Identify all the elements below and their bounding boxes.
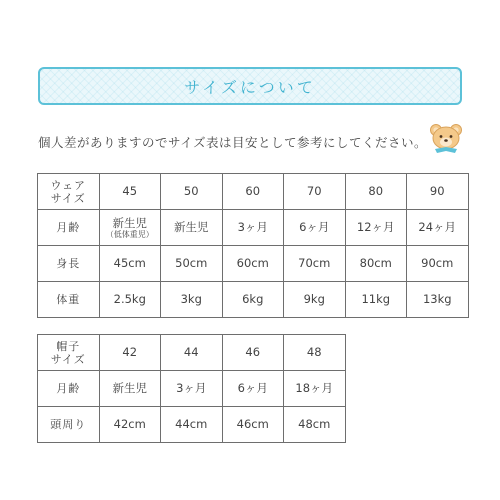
table-cell: 48cm (284, 407, 346, 443)
label-line: 帽子 (56, 339, 81, 353)
table-cell: 2.5kg (99, 282, 161, 318)
table-cell: 6kg (222, 282, 284, 318)
table-cell: 44cm (161, 407, 223, 443)
row-label-head-circumference: 頭周り (38, 407, 100, 443)
row-label-weight: 体重 (38, 282, 100, 318)
row-label-wear-size (38, 174, 100, 210)
table-cell: 6ヶ月 (222, 371, 284, 407)
label-line: ウェア (50, 178, 87, 192)
table-cell: 3ヶ月 (222, 210, 284, 246)
table-cell: 新生児 (161, 210, 223, 246)
table-cell: 44 (161, 335, 223, 371)
table-cell: 80cm (345, 246, 407, 282)
table-row (38, 174, 469, 210)
label-line: サイズ (50, 352, 86, 366)
table-cell: 42cm (99, 407, 161, 443)
table-cell: 90cm (407, 246, 469, 282)
cell-subtext: （低体重児） (105, 229, 154, 239)
table-cell: 60 (222, 174, 284, 210)
table-cell: 46 (222, 335, 284, 371)
table-row (38, 210, 469, 246)
table-cell: 18ヶ月 (284, 371, 346, 407)
table-cell: 50cm (161, 246, 223, 282)
table-cell: 45cm (99, 246, 161, 282)
table-row (38, 282, 469, 318)
table-cell: 48 (284, 335, 346, 371)
row-label-hat-size (38, 335, 100, 371)
table-row (38, 407, 346, 443)
section-banner (38, 67, 462, 105)
table-cell: 3ヶ月 (161, 371, 223, 407)
table-cell: 9kg (284, 282, 346, 318)
row-label-age: 月齢 (38, 371, 100, 407)
cell-text: 新生児 (112, 215, 147, 230)
table-cell: 60cm (222, 246, 284, 282)
table-cell: 42 (99, 335, 161, 371)
table-cell: 11kg (345, 282, 407, 318)
hat-size-table (37, 334, 346, 443)
table-row (38, 246, 469, 282)
table-cell: 13kg (407, 282, 469, 318)
table-cell: 3kg (161, 282, 223, 318)
row-label-age: 月齢 (38, 210, 100, 246)
bear-face-icon (428, 122, 464, 154)
banner-title: サイズについて (184, 77, 316, 97)
table-cell: 24ヶ月 (407, 210, 469, 246)
table-cell: 12ヶ月 (345, 210, 407, 246)
table-row (38, 335, 346, 371)
label-line: サイズ (50, 191, 86, 205)
row-label-height: 身長 (38, 246, 100, 282)
wear-size-table (37, 173, 469, 318)
table-cell: 80 (345, 174, 407, 210)
table-cell: 新生児 (99, 371, 161, 407)
table-cell: 6ヶ月 (284, 210, 346, 246)
table-cell (99, 210, 161, 246)
table-cell: 50 (161, 174, 223, 210)
table-cell: 70cm (284, 246, 346, 282)
size-note: 個人差がありますのでサイズ表は目安として参考にしてください。 (38, 135, 428, 150)
table-row (38, 371, 346, 407)
table-cell: 90 (407, 174, 469, 210)
table-cell: 46cm (222, 407, 284, 443)
table-cell: 70 (284, 174, 346, 210)
table-cell: 45 (99, 174, 161, 210)
